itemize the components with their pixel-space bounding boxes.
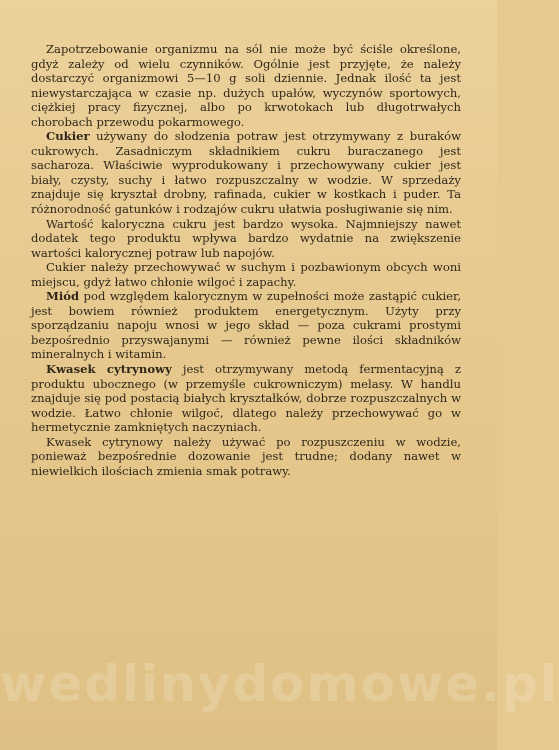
paragraph-honey xyxy=(31,289,461,362)
paragraph-body: Kwasek cytrynowy należy używać po rozpuszczeniu w wodzie, ponieważ bezpośrednie dozowanie jest trudne; dodany nawet w niewielkich ilościach zmienia smak potrawy. xyxy=(31,434,461,478)
paragraph-body: Zapotrzebowanie organizmu na sól nie może być ściśle określone, gdyż zależy od wielu czynników. Ogólnie jest przyjęte, że należy dostarczyć organizmowi 5—10 g soli dziennie. Jednak ilość ta jest niewystarczająca w czasie np. dużych upałów, wyczynów sportowych, ciężkiej pracy fizycznej, albo po krwotokach lub długotrwałych chorobach przewodu pokarmowego. xyxy=(31,42,461,129)
paragraph-lead: Kwasek cytrynowy xyxy=(46,362,172,377)
body-text xyxy=(31,42,461,478)
paragraph-body: Wartość kaloryczna cukru jest bardzo wysoka. Najmniejszy nawet dodatek tego produktu wpływa bardzo wydatnie na zwiększenie wartości kalorycznej potraw lub napojów. xyxy=(31,216,461,260)
paragraph-sugar xyxy=(31,129,461,216)
watermark: wedlinydomowe.pl xyxy=(0,655,559,713)
paragraph-body: Cukier należy przechowywać w suchym i pozbawionym obcych woni miejscu, gdyż łatwo chłonie wilgoć i zapachy. xyxy=(31,260,461,289)
paragraph-citric-acid xyxy=(31,362,461,435)
paragraph-citric-acid-usage xyxy=(31,435,461,479)
paragraph-sugar-storage xyxy=(31,260,461,289)
paragraph-lead: Miód xyxy=(46,289,80,304)
paragraph-body: używany do słodzenia potraw jest otrzymywany z buraków cukrowych. Zasadniczym składnikiem cukru buraczanego jest sacharoza. Właściwie wyprodukowany i przechowywany cukier jest biały, czysty, suchy i łatwo rozpuszczalny w wodzie. W sprzedaży znajduje się kryształ drobny, rafinada, cukier w kostkach i puder. Ta różnorodność gatunków i rodzajów cukru ułatwia posługiwanie się nim. xyxy=(31,129,461,217)
paragraph-sugar-calories xyxy=(31,217,461,261)
paragraph-body: jest otrzymywany metodą fermentacyjną z produktu ubocznego (w przemyśle cukrowniczym) melasy. W handlu znajduje się pod postacią białych kryształków, dobrze rozpuszczalnych w wodzie. Łatwo chłonie wilgoć, dlatego należy przechowywać go w hermetycznie zamkniętych naczyniach. xyxy=(31,362,461,435)
paragraph-salt xyxy=(31,42,461,129)
paragraph-body: pod względem kalorycznym w zupełności może zastąpić cukier, jest bowiem również produktem energetycznym. Użyty przy sporządzaniu napoju wnosi w jego skład — poza cukrami prostymi bezpośrednio przyswajanymi — również pewne ilości składników mineralnych i witamin. xyxy=(31,289,461,362)
paragraph-lead: Cukier xyxy=(46,129,90,144)
